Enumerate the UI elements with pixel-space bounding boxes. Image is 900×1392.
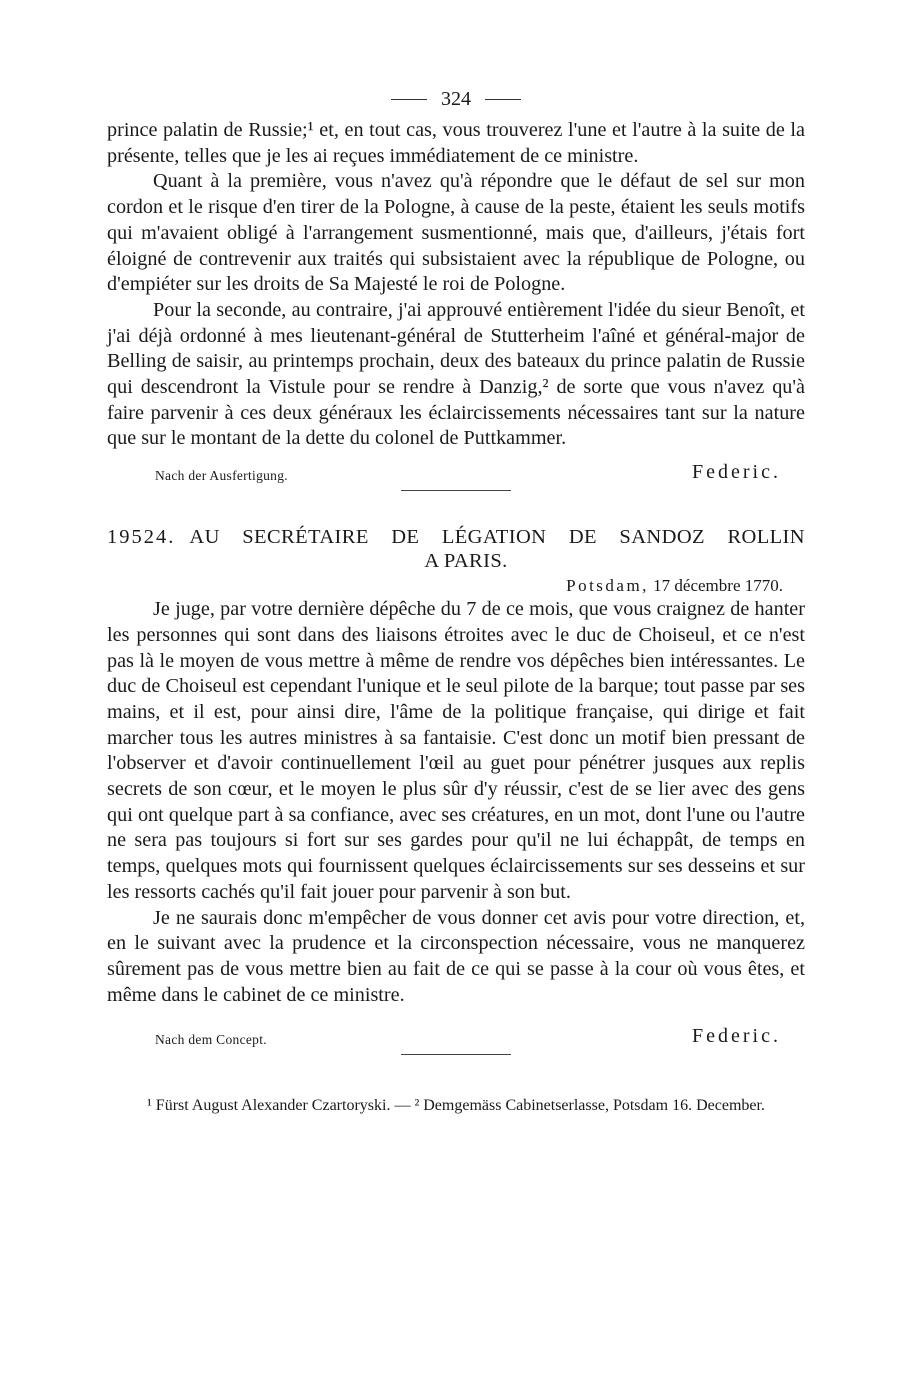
paragraph: Je ne saurais donc m'empêcher de vous donner cet avis pour votre direction, et, en le suivant avec la prudence et la circonspection nécessaire, vous ne manquerez sûrement pas de vous mettre bien au fait de ce qui se passe à la cour où vous êtes, et même dans le cabinet de ce ministre. bbox=[107, 906, 805, 1006]
document-page bbox=[107, 86, 805, 1117]
page-header bbox=[107, 86, 805, 112]
letter-heading bbox=[107, 525, 805, 597]
paragraph-continuation: prince palatin de Russie;¹ et, en tout cas, vous trouverez l'une et l'autre à la suite de la présente, telles que je les ai reçues immédiatement de ce ministre. bbox=[107, 119, 805, 167]
letter-title: AU SECRÉTAIRE DE LÉGATION DE SANDOZ ROLLIN bbox=[189, 526, 805, 549]
closing-line bbox=[107, 452, 805, 484]
section-divider bbox=[401, 490, 511, 491]
letter-title-line2: A PARIS. bbox=[424, 550, 508, 573]
dateline-date: 17 décembre 1770. bbox=[653, 576, 783, 596]
signature: Federic. bbox=[692, 1025, 781, 1048]
header-dash-left bbox=[391, 99, 427, 100]
paragraph: Quant à la première, vous n'avez qu'à répondre que le défaut de sel sur mon cordon et le risque d'en tirer de la Pologne, à cause de la peste, étaient les seuls motifs qui m'avaient obligé à l'arrangement susmentionné, mais que, d'ailleurs, j'étais fort éloigné de contrevenir aux traités qui subsistaient avec la république de Pologne, ou d'empiéter sur les droits de Sa Majesté le roi de Pologne. bbox=[107, 170, 805, 296]
header-dash-right bbox=[485, 99, 521, 100]
dateline bbox=[107, 575, 783, 597]
letter-number: 19524. bbox=[107, 526, 176, 549]
footnote-text: ¹ Fürst August Alexander Czartoryski. — ² Demgemäss Cabinetserlasse, Potsdam 16. December. bbox=[147, 1097, 765, 1115]
paragraph: Pour la seconde, au contraire, j'ai approuvé entièrement l'idée du sieur Benoît, et j'ai déjà ordonné à mes lieutenant-général de Stutterheim l'aîné et général-major de Belling de saisir, au printemps prochain, deux des bateaux du prince palatin de Russie qui descendront la Vistule pour se rendre à Danzig,² de sorte que vous n'avez qu'à faire parvenir à ces deux généraux les éclaircissements nécessaires tant sur la nature que sur le montant de la dette du colonel de Puttkammer. bbox=[107, 298, 805, 450]
paragraph: Je juge, par votre dernière dépêche du 7 de ce mois, que vous craignez de hanter les personnes qui sont dans des liaisons étroites avec le duc de Choiseul, et ce n'est pas là le moyen de vous mettre à même de rendre vos dépêches bien intéressantes. Le duc de Choiseul est cependant l'unique et le seul pilote de la barque; tout passe par ses mains, et il est, pour ainsi dire, l'âme de la politique française, qui dirige et fait marcher tous les autres ministres à sa fantaisie. C'est donc un motif bien pressant de l'observer et d'avoir continuellement l'œil au guet pour pénétrer jusques aux replis secrets de son cœur, et le moyen le plus sûr d'y réussir, c'est de se lier avec des gens qui ont quelque part à sa confiance, avec ses créatures, en un mot, dont l'une ou l'autre ne sera pas toujours si fort sur ses gardes pour qu'il ne lui échappât, de temps en temps, quelques mots qui fournissent quelques éclaircissements sur ses desseins et sur les ressorts cachés qu'il fait jouer pour parvenir à son but. bbox=[107, 598, 805, 903]
dateline-place: Potsdam, bbox=[566, 576, 649, 596]
section-divider bbox=[401, 1054, 511, 1055]
closing-line bbox=[107, 1008, 805, 1048]
source-note: Nach dem Concept. bbox=[155, 1032, 267, 1048]
footnotes bbox=[107, 1095, 805, 1117]
source-note: Nach der Ausfertigung. bbox=[155, 468, 288, 484]
page-number: 324 bbox=[441, 87, 471, 110]
signature: Federic. bbox=[692, 461, 781, 484]
